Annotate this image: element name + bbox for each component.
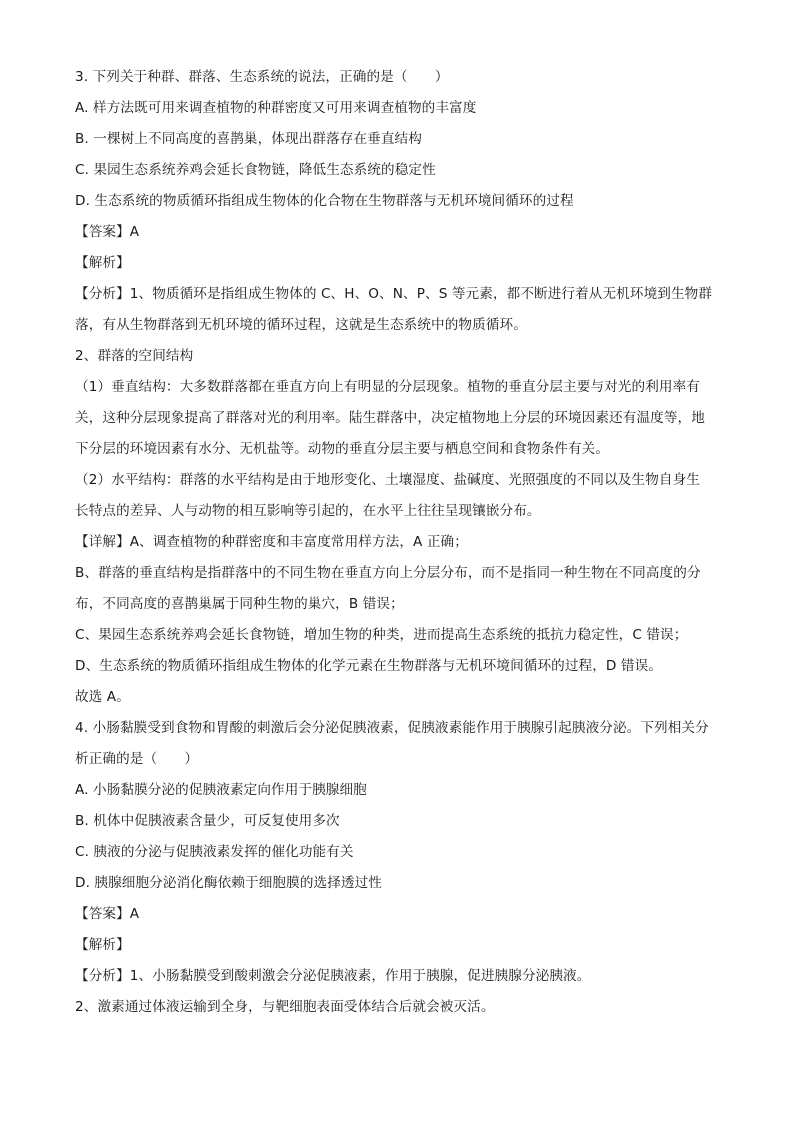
question-4-stem: 析正确的是（ ） xyxy=(75,751,199,767)
question-3-stem: 3. 下列关于种群、群落、生态系统的说法，正确的是（ ） xyxy=(75,69,449,85)
q3-option-b: B. 一棵树上不同高度的喜鹊巢，体现出群落存在垂直结构 xyxy=(75,131,422,147)
q3-analysis-line: 2、群落的空间结构 xyxy=(75,348,194,364)
q3-analysis-line: （1）垂直结构：大多数群落都在垂直方向上有明显的分层现象。植物的垂直分层主要与对光的利用率有 xyxy=(75,379,700,395)
q3-option-d: D. 生态系统的物质循环指组成生物体的化合物在生物群落与无机环境间循环的过程 xyxy=(75,193,574,209)
q3-analysis-line: 【详解】A、调查植物的种群密度和丰富度常用样方法，A 正确； xyxy=(75,534,468,550)
q3-analysis-line: 故选 A。 xyxy=(75,689,130,705)
q4-option-b: B. 机体中促胰液素含量少，可反复使用多次 xyxy=(75,813,340,829)
q3-analysis-line: 长特点的差异、人与动物的相互影响等引起的，在水平上往往呈现镶嵌分布。 xyxy=(75,503,541,519)
question-4-stem: 4. 小肠黏膜受到食物和胃酸的刺激后会分泌促胰液素，促胰液素能作用于胰腺引起胰液分泌。下列相关分 xyxy=(75,720,709,736)
q3-analysis-line: 关，这种分层现象提高了群落对光的利用率。陆生群落中，决定植物地上分层的环境因素还有温度等，地 xyxy=(75,410,705,426)
q4-analysis-label: 【解析】 xyxy=(75,937,130,953)
q3-analysis-line: B、群落的垂直结构是指群落中的不同生物在垂直方向上分层分布，而不是指同一种生物在不同高度的分 xyxy=(75,565,701,581)
q4-answer: 【答案】A xyxy=(75,906,140,922)
q3-analysis-line: 下分层的环境因素有水分、无机盐等。动物的垂直分层主要与栖息空间和食物条件有关。 xyxy=(75,441,610,457)
q3-analysis-line: 【分析】1、物质循环是指组成生物体的 C、H、O、N、P、S 等元素，都不断进行着从无机环境到生物群 xyxy=(75,286,713,302)
q3-analysis-line: D、生态系统的物质循环指组成生物体的化学元素在生物群落与无机环境间循环的过程，D 错误。 xyxy=(75,658,662,674)
q4-analysis-line: 【分析】1、小肠黏膜受到酸刺激会分泌促胰液素，作用于胰腺，促进胰腺分泌胰液。 xyxy=(75,968,591,984)
q3-answer: 【答案】A xyxy=(75,224,140,240)
q3-option-a: A. 样方法既可用来调查植物的种群密度又可用来调查植物的丰富度 xyxy=(75,100,477,116)
q3-option-c: C. 果园生态系统养鸡会延长食物链，降低生态系统的稳定性 xyxy=(75,162,436,178)
q4-option-c: C. 胰液的分泌与促胰液素发挥的催化功能有关 xyxy=(75,844,354,860)
q4-option-d: D. 胰腺细胞分泌消化酶依赖于细胞膜的选择透过性 xyxy=(75,875,382,891)
q4-analysis-line: 2、激素通过体液运输到全身，与靶细胞表面受体结合后就会被灭活。 xyxy=(75,999,495,1015)
q3-analysis-line: （2）水平结构：群落的水平结构是由于地形变化、土壤湿度、盐碱度、光照强度的不同以及生物自身生 xyxy=(75,472,700,488)
q3-analysis-line: C、果园生态系统养鸡会延长食物链，增加生物的种类，进而提高生态系统的抵抗力稳定性，C 错误； xyxy=(75,627,688,643)
q3-analysis-line: 落，有从生物群落到无机环境的循环过程，这就是生态系统中的物质循环。 xyxy=(75,317,527,333)
q3-analysis-label: 【解析】 xyxy=(75,255,130,271)
q3-analysis-line: 布，不同高度的喜鹊巢属于同种生物的巢穴，B 错误； xyxy=(75,596,404,612)
q4-option-a: A. 小肠黏膜分泌的促胰液素定向作用于胰腺细胞 xyxy=(75,782,367,798)
